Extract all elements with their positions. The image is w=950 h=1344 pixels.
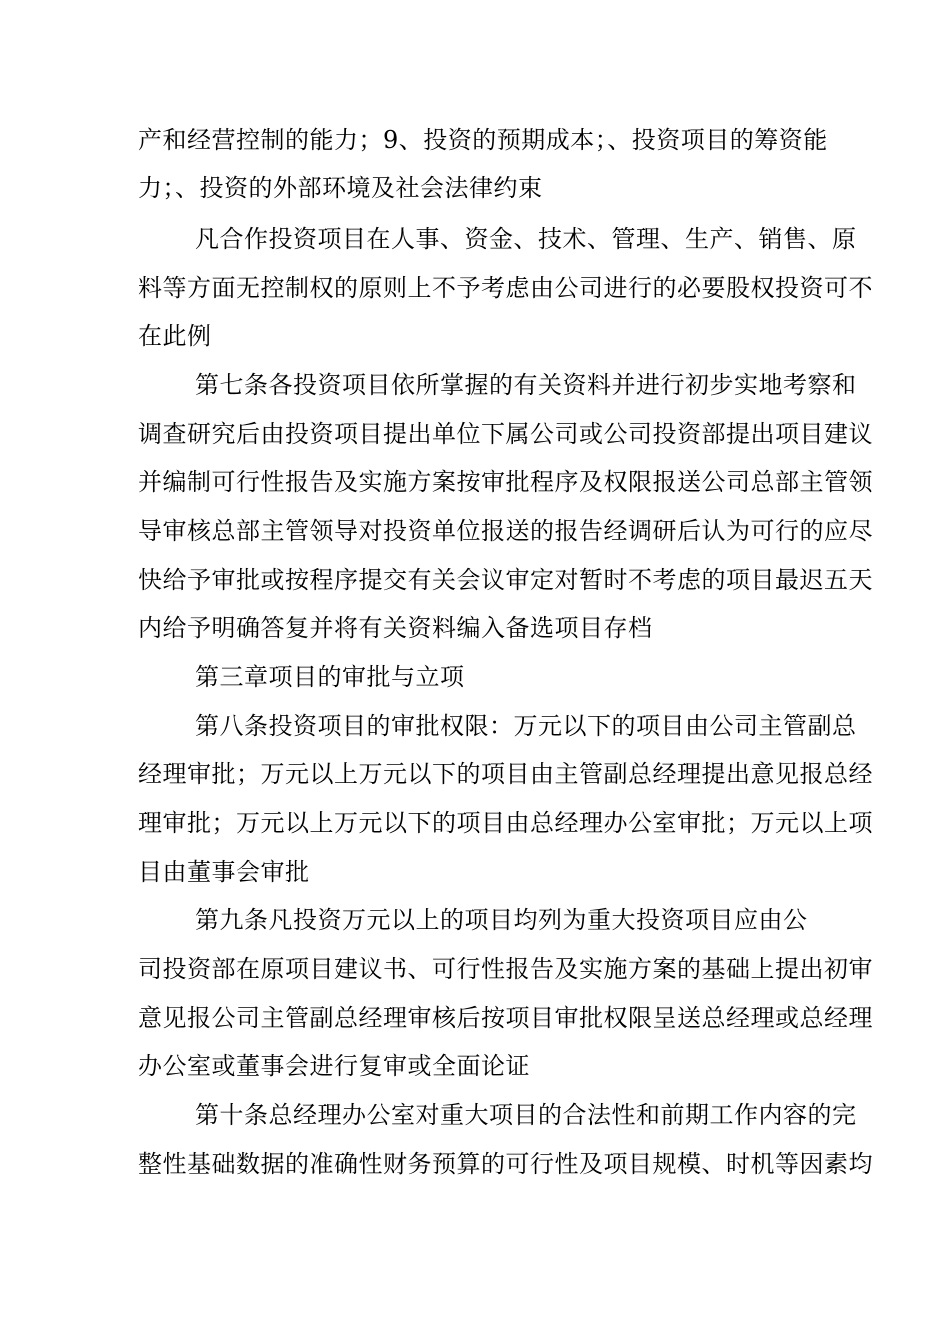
text-line: 在此例 bbox=[138, 322, 212, 350]
text-line: 力；、投资的外部环境及社会法律约束 bbox=[138, 174, 543, 202]
text-line: 并编制可行性报告及实施方案按审批程序及权限报送公司总部主管领 bbox=[138, 468, 873, 496]
paragraph-first-line: 第十条总经理办公室对重大项目的合法性和前期工作内容的完 bbox=[195, 1101, 857, 1129]
paragraph-first-line: 凡合作投资项目在人事、资金、技术、管理、生产、销售、原 bbox=[195, 225, 857, 253]
text-line: 内给予明确答复并将有关资料编入备选项目存档 bbox=[138, 614, 653, 642]
paragraph-first-line: 第九条凡投资万元以上的项目均列为重大投资项目应由公 bbox=[195, 906, 808, 934]
text-line: 办公室或董事会进行复审或全面论证 bbox=[138, 1052, 530, 1080]
text-line: 司投资部在原项目建议书、可行性报告及实施方案的基础上提出初审 bbox=[138, 955, 873, 983]
text-line: 料等方面无控制权的原则上不予考虑由公司进行的必要股权投资可不 bbox=[138, 274, 873, 302]
text-line: 调查研究后由投资项目提出单位下属公司或公司投资部提出项目建议 bbox=[138, 420, 873, 448]
text-line: 理审批；万元以上万元以下的项目由总经理办公室审批；万元以上项 bbox=[138, 809, 873, 837]
text-line: 导审核总部主管领导对投资单位报送的报告经调研后认为可行的应尽 bbox=[138, 517, 873, 545]
text-line: 快给予审批或按程序提交有关会议审定对暂时不考虑的项目最迟五天 bbox=[138, 566, 873, 594]
paragraph-first-line: 第八条投资项目的审批权限：万元以下的项目由公司主管副总 bbox=[195, 712, 857, 740]
text-line: 意见报公司主管副总经理审核后按项目审批权限呈送总经理或总经理 bbox=[138, 1004, 873, 1032]
text-line: 目由董事会审批 bbox=[138, 858, 310, 886]
text-line: 整性基础数据的准确性财务预算的可行性及项目规模、时机等因素均 bbox=[138, 1150, 873, 1178]
text-line: 经理审批；万元以上万元以下的项目由主管副总经理提出意见报总经 bbox=[138, 760, 873, 788]
text-line: 产和经营控制的能力；9、投资的预期成本；、投资项目的筹资能 bbox=[138, 126, 828, 154]
paragraph-first-line: 第七条各投资项目依所掌握的有关资料并进行初步实地考察和 bbox=[195, 371, 857, 399]
chapter-heading: 第三章项目的审批与立项 bbox=[195, 663, 465, 691]
